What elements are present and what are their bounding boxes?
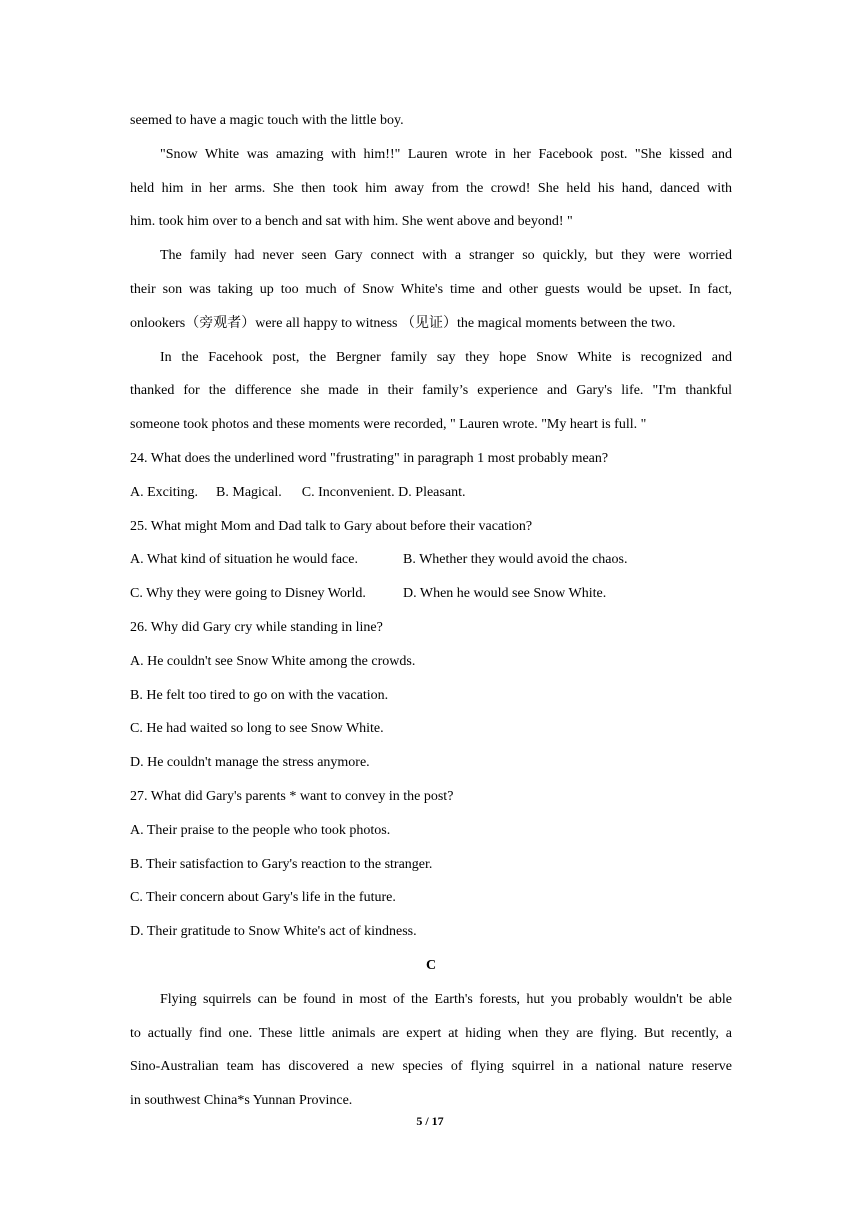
passage-line: to actually find one. These little animals are expert at hiding when they are flying. But recently, a	[130, 1025, 732, 1041]
page-number: 5 / 17	[416, 1114, 444, 1128]
passage-line: someone took photos and these moments were recorded, " Lauren wrote. "My heart is full. "	[130, 417, 647, 433]
question-24-options	[130, 476, 732, 510]
option-a: A. He couldn't see Snow White among the crowds.	[130, 653, 416, 669]
passage-line: In the Facehook post, the Bergner family say they hope Snow White is recognized and	[160, 349, 732, 365]
section-heading: C	[425, 957, 437, 973]
passage-line: their son was taking up too much of Snow White's time and other guests would be upset. In fact,	[130, 281, 732, 297]
option-d: D. He couldn't manage the stress anymore.	[130, 755, 370, 771]
passage-line: in southwest China*s Yunnan Province.	[130, 1093, 353, 1109]
question-26-stem: 26. Why did Gary cry while standing in line?	[130, 619, 383, 635]
page-content	[130, 104, 732, 1118]
option-a: A. Their praise to the people who took photos.	[130, 822, 391, 838]
option-c-d: C. Inconvenient. D. Pleasant.	[301, 484, 466, 500]
passage-line: seemed to have a magic touch with the little boy.	[130, 113, 404, 128]
option-a: A. What kind of situation he would face.	[130, 552, 358, 568]
option-a: A. Exciting.	[130, 484, 199, 500]
question-27-stem: 27. What did Gary's parents * want to convey in the post?	[130, 788, 454, 804]
option-b: B. Whether they would avoid the chaos.	[403, 552, 628, 568]
passage-line: held him in her arms. She then took him away from the crowd! She held his hand, danced with	[130, 180, 732, 196]
passage-line: onlookers（旁观者）were all happy to witness （见证）the magical moments between the two.	[130, 315, 676, 331]
option-d: D. When he would see Snow White.	[403, 586, 607, 602]
question-25-row-2	[130, 577, 732, 611]
option-d: D. Their gratitude to Snow White's act of kindness.	[130, 924, 417, 940]
option-b: B. He felt too tired to go on with the vacation.	[130, 687, 389, 703]
option-b: B. Their satisfaction to Gary's reaction to the stranger.	[130, 856, 433, 872]
passage-line: thanked for the difference she made in their family’s experience and Gary's life. "I'm thankful	[130, 383, 732, 399]
passage-line: "Snow White was amazing with him!!" Lauren wrote in her Facebook post. "She kissed and	[160, 146, 732, 162]
passage-line: The family had never seen Gary connect with a stranger so quickly, but they were worried	[160, 248, 732, 264]
question-24-stem: 24. What does the underlined word "frustrating" in paragraph 1 most probably mean?	[130, 450, 609, 466]
option-c: C. Their concern about Gary's life in the future.	[130, 890, 396, 906]
question-25-stem: 25. What might Mom and Dad talk to Gary about before their vacation?	[130, 518, 533, 534]
option-b: B. Magical.	[216, 484, 282, 500]
option-c: C. He had waited so long to see Snow White.	[130, 721, 384, 737]
passage-line: Flying squirrels can be found in most of the Earth's forests, hut you probably wouldn't be able	[160, 991, 732, 1007]
passage-line: Sino-Australian team has discovered a new species of flying squirrel in a national nature reserve	[130, 1059, 732, 1075]
option-c: C. Why they were going to Disney World.	[130, 586, 366, 602]
passage-line: him. took him over to a bench and sat with him. She went above and beyond! "	[130, 214, 573, 230]
question-25-row-1	[130, 543, 732, 577]
